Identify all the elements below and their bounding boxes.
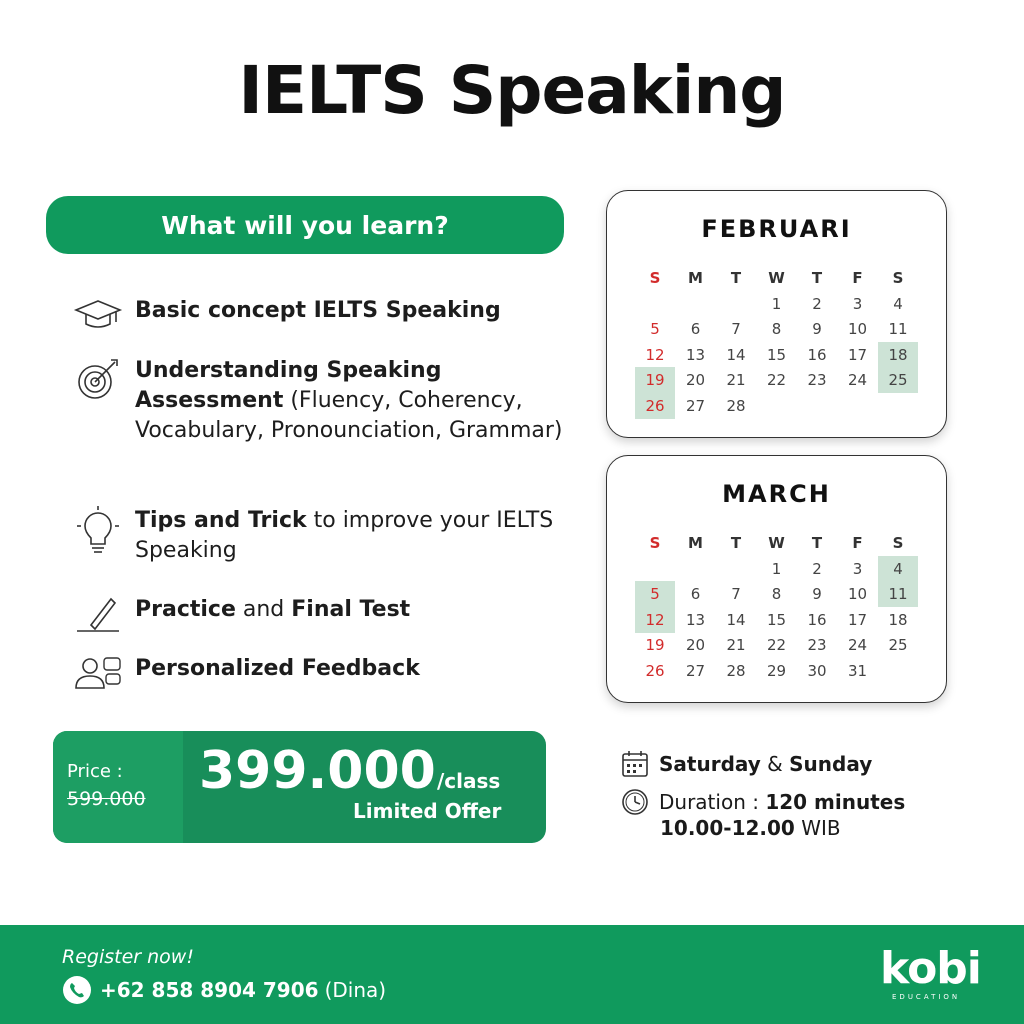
topic-item	[70, 356, 570, 446]
calendar-day: 20	[685, 636, 706, 654]
calendar-day: 1	[771, 559, 782, 578]
calendar-day: 13	[685, 610, 706, 629]
calendar-march	[606, 455, 947, 703]
calendar-day: 21	[726, 371, 746, 389]
weekday-label: T	[811, 269, 823, 287]
calendar-day: 26	[635, 393, 675, 419]
calendar-day: 17	[847, 345, 868, 364]
calendar-day: 19	[645, 636, 665, 654]
weekday-label: T	[730, 534, 742, 552]
calendar-day: 11	[878, 581, 918, 607]
new-price: 399.000	[199, 741, 436, 801]
calendar-day: 6	[690, 320, 701, 338]
calendar-month: FEBRUARI	[701, 215, 852, 243]
calendar-day: 20	[685, 371, 706, 389]
calendar-day: 7	[731, 585, 741, 603]
learn-heading: What will you learn?	[46, 196, 564, 254]
calendar-day: 21	[726, 636, 746, 654]
calendar-day: 5	[635, 581, 675, 607]
weekday-label: M	[688, 269, 703, 287]
calendar-day: 27	[685, 396, 706, 415]
page-title: IELTS Speaking	[238, 52, 786, 129]
calendar-day: 8	[771, 320, 782, 338]
calendar-day: 25	[878, 367, 918, 393]
pencil-icon	[70, 595, 126, 645]
topic-title: Tips and Trick	[135, 508, 307, 533]
target-icon	[70, 356, 126, 406]
price-label: Price :	[67, 761, 123, 782]
weekday-label: T	[730, 269, 742, 287]
topic-title: Basic concept IELTS Speaking	[135, 298, 501, 323]
calendar-day: 12	[645, 345, 665, 364]
brand-subtitle: EDUCATION	[892, 993, 961, 1001]
weekday-label: S	[892, 534, 904, 552]
topic-title: Understanding Speaking Assessment	[135, 358, 442, 413]
topic-item	[70, 654, 570, 704]
topic-detail: to improve your IELTS Speaking	[135, 508, 554, 563]
calendar-day: 22	[766, 636, 787, 654]
calendar-day: 18	[888, 610, 908, 629]
topic-item: Practice and Final Test	[70, 595, 570, 645]
calendar-day: 30	[807, 661, 827, 680]
calendar-day: 15	[766, 345, 787, 364]
calendar-day: 25	[888, 636, 908, 654]
lightbulb-icon	[70, 506, 126, 556]
calendar-day: 28	[726, 396, 746, 415]
clock-icon	[621, 788, 649, 816]
topic-title: Final Test	[291, 597, 411, 622]
calendar-day: 14	[726, 610, 746, 629]
calendar-day: 18	[878, 342, 918, 368]
calendar-day: 28	[726, 661, 746, 680]
calendar-day: 12	[635, 607, 675, 633]
weekday-label: W	[768, 534, 785, 552]
calendar-day: 10	[847, 320, 868, 338]
calendar-icon	[621, 750, 649, 778]
weekday-label: F	[852, 269, 863, 287]
limited-offer: Limited Offer	[353, 799, 502, 823]
calendar-day: 22	[766, 371, 787, 389]
feedback-icon	[70, 654, 126, 704]
calendar-day: 9	[812, 320, 822, 338]
calendar-day: 13	[685, 345, 706, 364]
calendar-day: 17	[847, 610, 868, 629]
calendar-day: 31	[847, 661, 868, 680]
calendar-day: 8	[771, 585, 782, 603]
weekday-label: F	[852, 534, 863, 552]
topic-item	[70, 506, 570, 566]
old-price: 599.000	[67, 788, 146, 810]
calendar-day: 7	[731, 320, 741, 338]
calendar-day: 3	[852, 294, 863, 313]
calendar-day: 14	[726, 345, 746, 364]
calendar-day: 10	[847, 585, 868, 603]
price-unit: /class	[437, 769, 501, 793]
weekday-label: S	[649, 269, 661, 287]
weekday-label: S	[892, 269, 904, 287]
calendar-day: 4	[893, 294, 903, 313]
calendar-day: 9	[812, 585, 822, 603]
calendar-day: 27	[685, 661, 706, 680]
calendar-month: MARCH	[722, 480, 831, 508]
calendar-day: 16	[807, 345, 827, 364]
topic-item	[70, 296, 570, 346]
calendar-day: 15	[766, 610, 787, 629]
topic-title: Practice	[135, 597, 236, 622]
calendar-day: 6	[690, 585, 701, 603]
calendar-day: 24	[847, 371, 868, 389]
weekday-label: S	[649, 534, 661, 552]
calendar-day: 23	[807, 636, 827, 654]
calendar-day: 3	[852, 559, 863, 578]
brand-logo: kobi	[880, 943, 981, 994]
calendar-day: 23	[807, 371, 827, 389]
calendar-day: 5	[650, 320, 660, 338]
schedule-days: Saturday & Sunday	[621, 750, 872, 778]
graduation-cap-icon	[70, 296, 126, 346]
phone-icon	[62, 975, 92, 1005]
calendar-day: 16	[807, 610, 827, 629]
calendar-day: 2	[812, 559, 822, 578]
calendar-day: 19	[635, 367, 675, 393]
topic-detail: (Fluency, Coherency, Vocabulary, Pronounciation, Grammar)	[135, 388, 563, 443]
schedule-time: 10.00-12.00 WIB	[660, 816, 841, 840]
weekday-label: T	[811, 534, 823, 552]
weekday-label: M	[688, 534, 703, 552]
calendar-day: 24	[847, 636, 868, 654]
topic-title: Personalized Feedback	[135, 656, 420, 681]
calendar-day: 29	[766, 661, 787, 680]
price-box	[53, 731, 546, 843]
register-text: Register now!	[62, 946, 194, 968]
contact-phone[interactable]: +62 858 8904 7906 (Dina)	[62, 975, 386, 1005]
schedule-duration: Duration : 120 minutes	[621, 788, 905, 816]
calendar-day: 1	[771, 294, 782, 313]
weekday-label: W	[768, 269, 785, 287]
footer	[0, 925, 1024, 1024]
calendar-day: 2	[812, 294, 822, 313]
calendar-day: 4	[878, 556, 918, 582]
calendar-day: 11	[888, 320, 908, 338]
calendar-february	[606, 190, 947, 438]
calendar-day: 26	[645, 661, 665, 680]
